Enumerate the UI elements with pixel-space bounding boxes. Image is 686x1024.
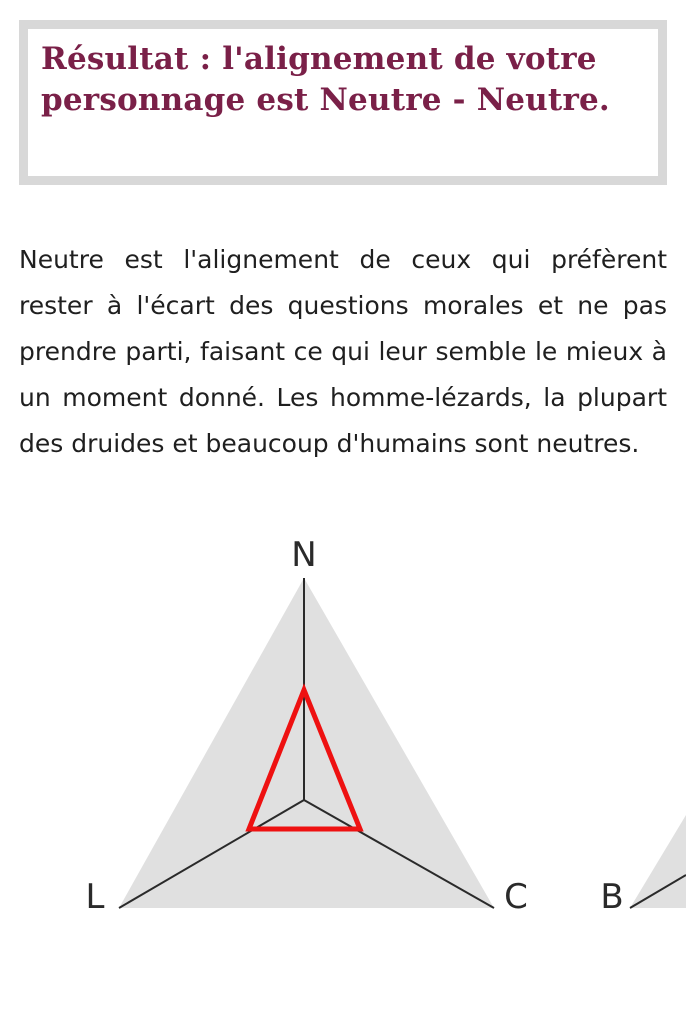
label-c: C [504, 877, 528, 917]
label-b: B [600, 877, 624, 917]
result-box [19, 20, 667, 185]
label-n: N [291, 535, 317, 575]
label-l: L [85, 877, 105, 917]
alignment-diagram [0, 525, 686, 945]
second-background-triangle [630, 815, 686, 908]
alignment-background-triangle [119, 578, 494, 908]
alignment-description: Neutre est l'alignement de ceux qui préfèrent rester à l'écart des questions morales et ne pas prendre parti, faisant ce qui leur semble le mieux à un moment donné. Les homme-lézards, la plupart des druides et beaucoup d'humains sont neutres. [19, 245, 667, 458]
result-title: Résultat : l'alignement de votre personnage est Neutre - Neutre. [41, 41, 610, 118]
